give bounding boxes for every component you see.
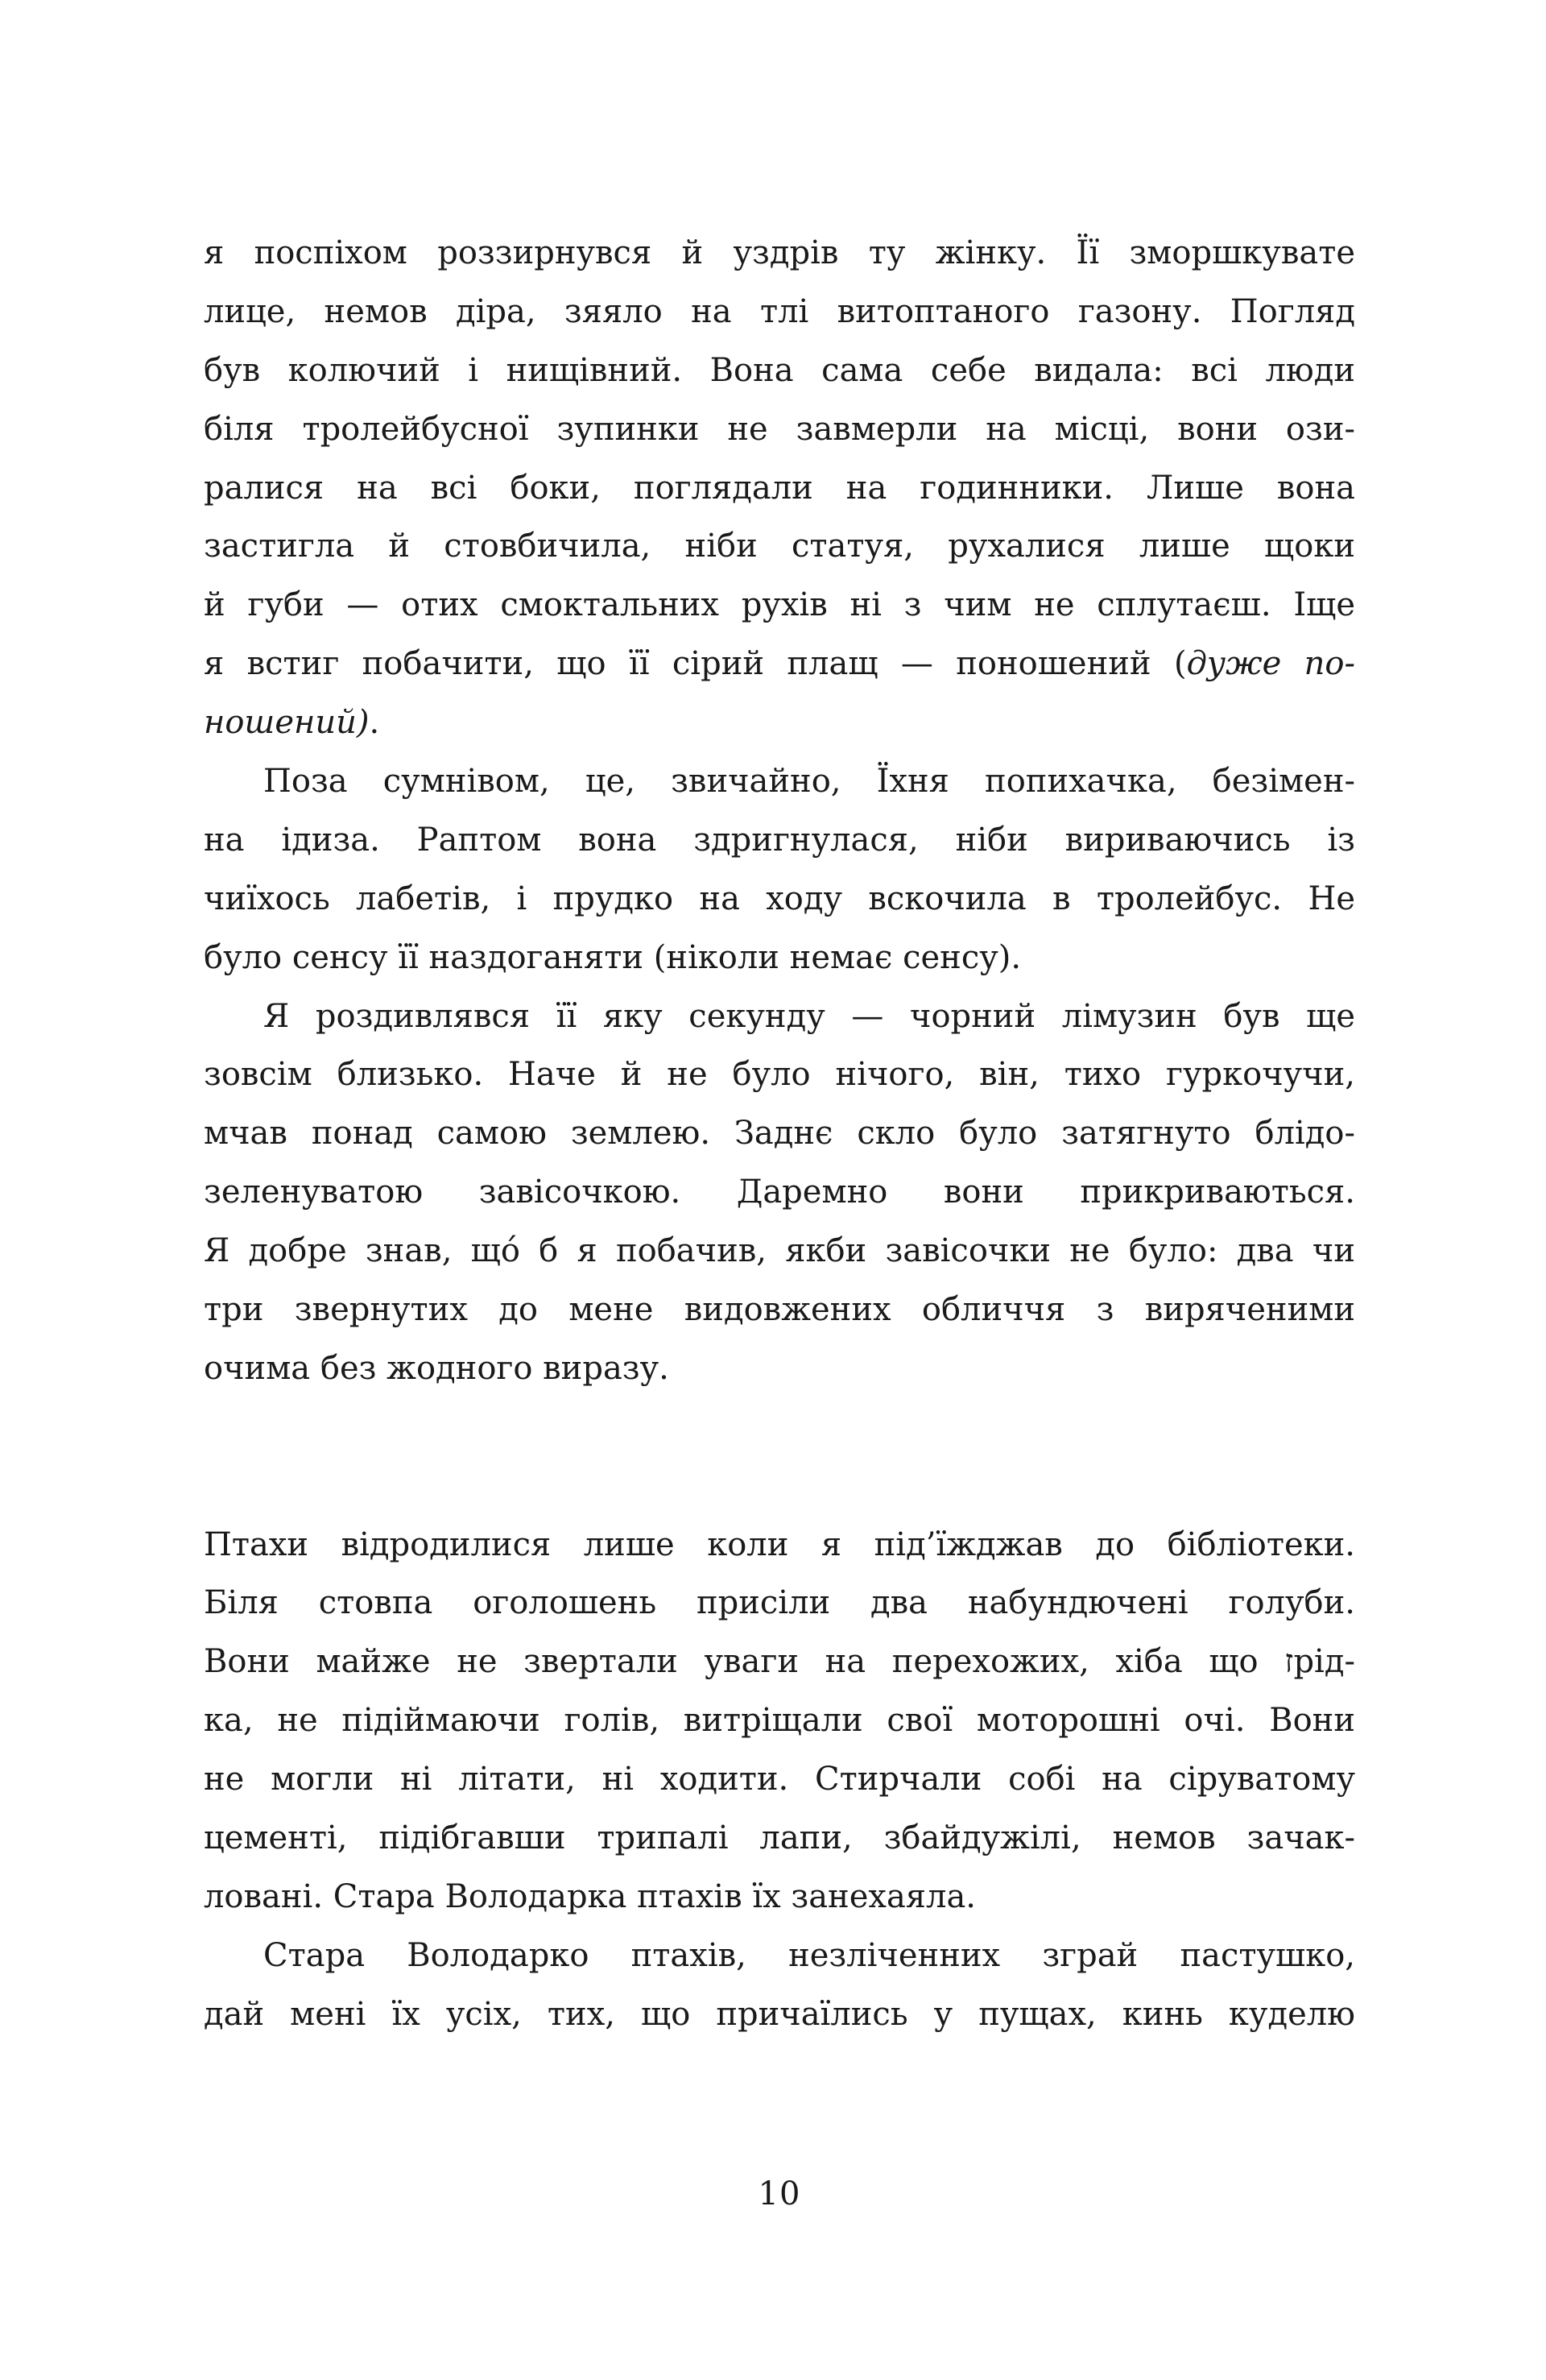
text-line: на ідиза. Раптом вона здригнулася, ніби вириваючись із	[204, 821, 1355, 859]
text-line: біля тролейбусної зупинки не завмерли на місці, вони ози-	[204, 410, 1355, 448]
paragraph	[204, 224, 1355, 752]
text-line: цементі, підібгавши трипалі лапи, збайдужілі, немов зачак-	[204, 1819, 1355, 1857]
text-line: не могли ні літати, ні ходити. Стирчали собі на сіруватому	[204, 1761, 1355, 1798]
italic-text-segment: дуже по-	[1186, 645, 1355, 683]
text-line: Вони майже не звертали уваги на перехожих, хіба що זрід-	[204, 1643, 1355, 1681]
section-break	[204, 1398, 1355, 1457]
text-line: був колючий і нищівний. Вона сама себе видала: всі люди	[204, 351, 1355, 389]
text-line: ка, не підіймаючи голів, витріщали свої моторошні очі. Вони	[204, 1702, 1355, 1740]
text-line: чиїхось лабетів, і прудко на ходу вскочила в тролейбус. Не	[204, 880, 1355, 917]
text-line: Біля стовпа оголошень присіли два набундючені голуби.	[204, 1584, 1355, 1622]
text-line: лице, немов діра, зяяло на тлі витоптаного газону. Погляд	[204, 292, 1355, 330]
text-segment: я встиг побачити, що її сірий плащ — поношений (	[204, 645, 1187, 683]
text-segment: .	[369, 704, 380, 742]
text-line: Я роздивлявся її яку секунду — чорний лімузин був ще	[263, 997, 1355, 1035]
italic-text-segment: ношений)	[204, 704, 370, 742]
text-line: Поза сумнівом, це, звичайно, Їхня попихачка, безімен-	[263, 763, 1355, 801]
paragraph	[204, 1927, 1355, 2044]
paragraph	[204, 1516, 1355, 1927]
text-line: три звернутих до мене видовжених обличчя з виряченими	[204, 1291, 1355, 1329]
text-line: зовсім близько. Наче й не було нічого, він, тихо гуркочучи,	[204, 1056, 1355, 1094]
paragraph	[204, 987, 1355, 1398]
text-line	[204, 693, 1355, 752]
text-line: ловані. Стара Володарка птахів їх занехаяла.	[204, 1877, 977, 1915]
page-number: 10	[758, 2175, 801, 2212]
text-line: очима без жодного виразу.	[204, 1349, 669, 1387]
text-line: я поспіхом роззирнувся й уздрів ту жінку. Її зморшкувате	[204, 234, 1355, 271]
text-line: мчав понад самою землею. Заднє скло було затягнуто блідо-	[204, 1115, 1355, 1153]
text-line: Я добре знав, що́ б я побачив, якби завісочки не було: два чи	[204, 1232, 1355, 1270]
text-line: було сенсу її наздоганяти (ніколи немає сенсу).	[204, 938, 1022, 976]
text-line: застигла й стовбичила, ніби статуя, рухалися лише щоки	[204, 528, 1355, 565]
section-break	[204, 1457, 1355, 1516]
text-line	[204, 635, 1355, 693]
paragraph	[204, 752, 1355, 987]
text-line: Птахи відродилися лише коли я під’їжджав до бібліотеки.	[204, 1525, 1355, 1563]
text-line: Стара Володарко птахів, незліченних зграй пастушко,	[263, 1936, 1355, 1974]
text-line: дай мені їх усіх, тих, що причаїлись у пущах, кинь куделю	[204, 1995, 1355, 2033]
text-line: зеленуватою завісочкою. Даремно вони прикриваються.	[204, 1173, 1355, 1211]
body-text	[204, 224, 1355, 2044]
text-line: ралися на всі боки, поглядали на годинники. Лише вона	[204, 469, 1355, 507]
text-line: й губи — отих смоктальних рухів ні з чим не сплутаєш. Іще	[204, 586, 1355, 624]
